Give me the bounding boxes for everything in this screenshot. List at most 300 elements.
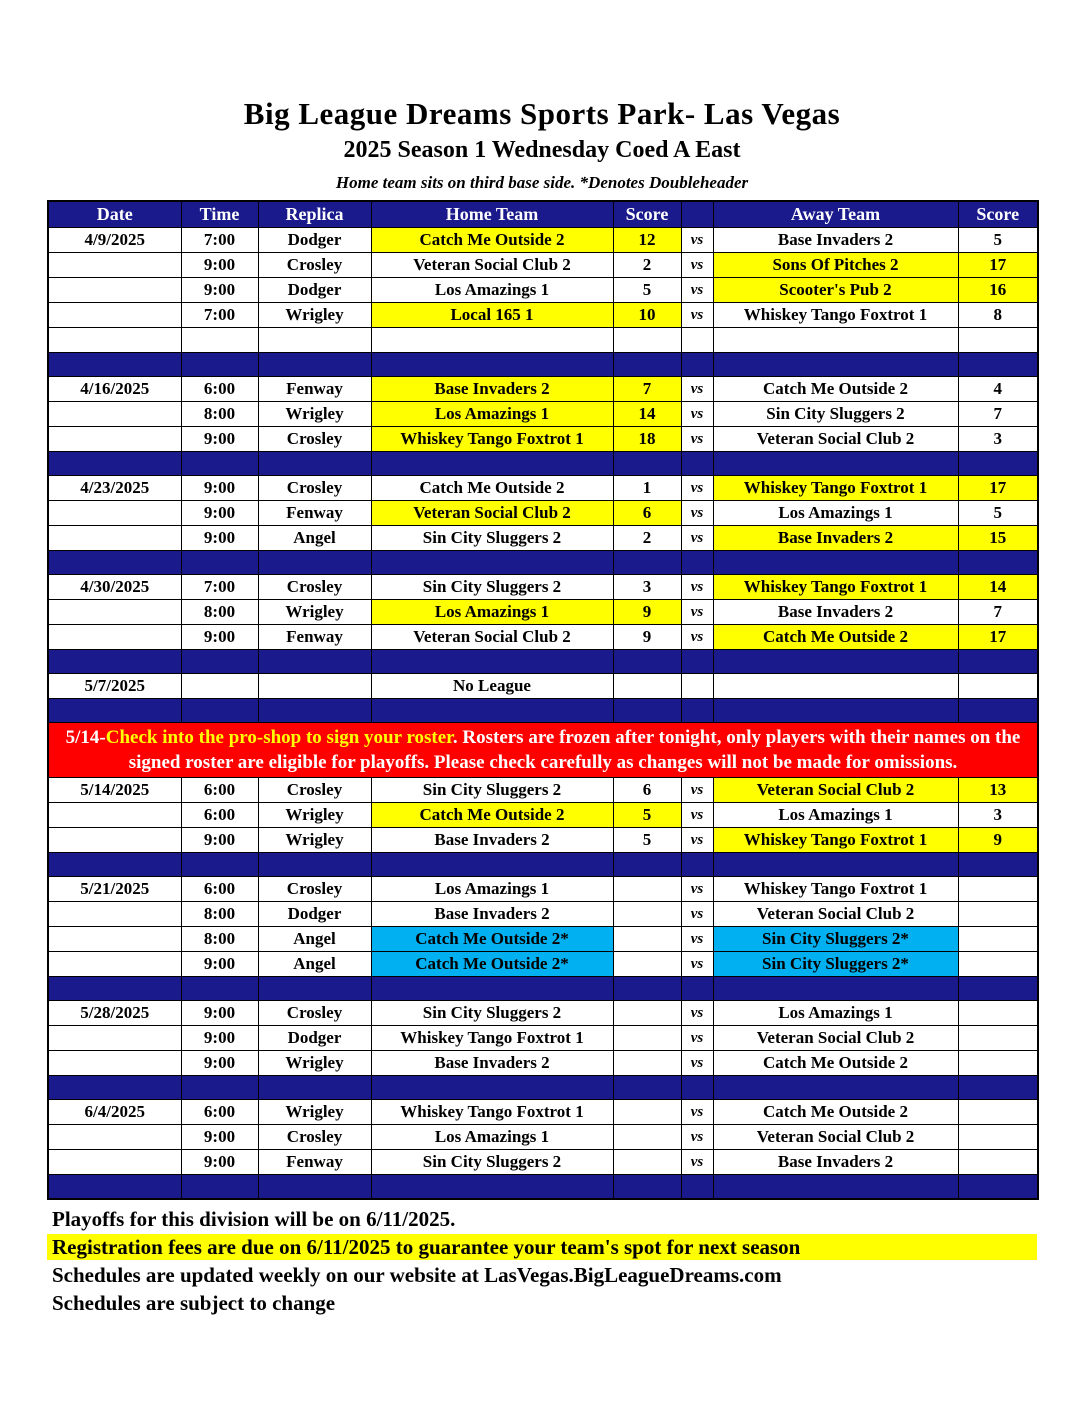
away-team-cell: Base Invaders 2: [713, 1150, 958, 1175]
vs-label: vs: [681, 303, 713, 328]
separator-row: [48, 353, 1038, 377]
date-cell: [48, 625, 181, 650]
separator-cell: [258, 1076, 371, 1100]
home-team-cell: Catch Me Outside 2: [371, 228, 613, 253]
replica-cell: Dodger: [258, 228, 371, 253]
separator-cell: [371, 977, 613, 1001]
replica-cell: Wrigley: [258, 803, 371, 828]
date-cell: [48, 952, 181, 977]
time-cell: 6:00: [181, 803, 258, 828]
replica-cell: [258, 328, 371, 353]
table-row: [48, 253, 1038, 278]
separator-cell: [681, 650, 713, 674]
table-row: [48, 877, 1038, 902]
vs-label: vs: [681, 253, 713, 278]
away-score-cell: [958, 1125, 1038, 1150]
home-team-cell: Local 165 1: [371, 303, 613, 328]
vs-label: [681, 328, 713, 353]
away-score-cell: [958, 1100, 1038, 1125]
home-team-cell: Catch Me Outside 2*: [371, 927, 613, 952]
separator-row: [48, 699, 1038, 723]
vs-label: vs: [681, 625, 713, 650]
roster-notice-row: [48, 723, 1038, 778]
away-score-cell: 17: [958, 253, 1038, 278]
time-cell: 9:00: [181, 625, 258, 650]
separator-cell: [48, 452, 181, 476]
date-cell: [48, 600, 181, 625]
replica-cell: Angel: [258, 526, 371, 551]
separator-cell: [613, 551, 681, 575]
time-cell: 8:00: [181, 902, 258, 927]
replica-cell: Wrigley: [258, 1051, 371, 1076]
replica-cell: Fenway: [258, 625, 371, 650]
table-row: [48, 674, 1038, 699]
home-team-cell: Sin City Sluggers 2: [371, 575, 613, 600]
schedule-table: [47, 200, 1039, 1200]
separator-cell: [613, 650, 681, 674]
vs-label: vs: [681, 278, 713, 303]
separator-cell: [258, 353, 371, 377]
separator-cell: [371, 551, 613, 575]
home-score-cell: [613, 952, 681, 977]
date-cell: [48, 1026, 181, 1051]
vs-label: vs: [681, 1001, 713, 1026]
separator-row: [48, 853, 1038, 877]
home-team-cell: Los Amazings 1: [371, 1125, 613, 1150]
separator-row: [48, 977, 1038, 1001]
home-score-cell: [613, 902, 681, 927]
away-score-cell: [958, 1026, 1038, 1051]
table-row: [48, 402, 1038, 427]
away-score-cell: [958, 1001, 1038, 1026]
separator-cell: [713, 977, 958, 1001]
away-score-cell: 16: [958, 278, 1038, 303]
date-cell: [48, 828, 181, 853]
away-score-cell: [958, 1150, 1038, 1175]
home-score-cell: 14: [613, 402, 681, 427]
separator-cell: [258, 1175, 371, 1200]
separator-cell: [181, 353, 258, 377]
replica-cell: Dodger: [258, 902, 371, 927]
table-row: [48, 828, 1038, 853]
separator-cell: [258, 551, 371, 575]
date-cell: [48, 253, 181, 278]
vs-label: vs: [681, 402, 713, 427]
vs-label: vs: [681, 778, 713, 803]
away-team-cell: Scooter's Pub 2: [713, 278, 958, 303]
separator-cell: [371, 699, 613, 723]
table-row: [48, 278, 1038, 303]
replica-cell: Angel: [258, 952, 371, 977]
separator-cell: [958, 452, 1038, 476]
time-cell: 9:00: [181, 253, 258, 278]
home-team-cell: Sin City Sluggers 2: [371, 1150, 613, 1175]
separator-cell: [713, 551, 958, 575]
separator-cell: [681, 353, 713, 377]
schedule-header: [48, 201, 1038, 228]
away-team-cell: Veteran Social Club 2: [713, 1125, 958, 1150]
home-team-cell: Base Invaders 2: [371, 828, 613, 853]
separator-cell: [371, 1076, 613, 1100]
home-team-cell: Whiskey Tango Foxtrot 1: [371, 427, 613, 452]
separator-cell: [48, 551, 181, 575]
separator-row: [48, 1175, 1038, 1200]
time-cell: 8:00: [181, 927, 258, 952]
separator-cell: [181, 452, 258, 476]
separator-cell: [48, 977, 181, 1001]
vs-label: vs: [681, 575, 713, 600]
separator-cell: [713, 650, 958, 674]
table-row: [48, 1125, 1038, 1150]
away-team-cell: Catch Me Outside 2: [713, 1100, 958, 1125]
vs-label: vs: [681, 803, 713, 828]
home-team-cell: Catch Me Outside 2*: [371, 952, 613, 977]
away-team-cell: [713, 328, 958, 353]
away-team-cell: Los Amazings 1: [713, 803, 958, 828]
date-cell: [48, 427, 181, 452]
away-team-cell: Veteran Social Club 2: [713, 1026, 958, 1051]
table-row: [48, 526, 1038, 551]
away-team-cell: Veteran Social Club 2: [713, 778, 958, 803]
home-team-cell: Veteran Social Club 2: [371, 501, 613, 526]
separator-cell: [48, 699, 181, 723]
vs-label: vs: [681, 526, 713, 551]
separator-cell: [48, 1175, 181, 1200]
separator-cell: [613, 853, 681, 877]
column-header: Home Team: [371, 201, 613, 228]
page-container: [47, 0, 1037, 1316]
time-cell: 9:00: [181, 278, 258, 303]
separator-cell: [713, 1076, 958, 1100]
header-row: [48, 201, 1038, 228]
away-score-cell: 3: [958, 427, 1038, 452]
table-row: [48, 377, 1038, 402]
away-team-cell: Veteran Social Club 2: [713, 902, 958, 927]
home-score-cell: 18: [613, 427, 681, 452]
separator-cell: [681, 1175, 713, 1200]
away-score-cell: 7: [958, 402, 1038, 427]
separator-cell: [371, 1175, 613, 1200]
home-score-cell: [613, 877, 681, 902]
replica-cell: Crosley: [258, 253, 371, 278]
replica-cell: Dodger: [258, 1026, 371, 1051]
home-team-cell: Sin City Sluggers 2: [371, 1001, 613, 1026]
away-score-cell: [958, 877, 1038, 902]
separator-cell: [181, 977, 258, 1001]
home-score-cell: [613, 1150, 681, 1175]
separator-cell: [371, 650, 613, 674]
vs-label: vs: [681, 1051, 713, 1076]
column-header: Away Team: [713, 201, 958, 228]
home-team-cell: Veteran Social Club 2: [371, 625, 613, 650]
date-cell: [48, 501, 181, 526]
replica-cell: Crosley: [258, 778, 371, 803]
home-team-cell: Los Amazings 1: [371, 877, 613, 902]
separator-cell: [48, 1076, 181, 1100]
table-row: [48, 1001, 1038, 1026]
page-subtitle: 2025 Season 1 Wednesday Coed A East: [343, 137, 741, 163]
date-cell: 5/28/2025: [48, 1001, 181, 1026]
away-score-cell: 5: [958, 501, 1038, 526]
home-team-cell: Base Invaders 2: [371, 902, 613, 927]
home-score-cell: 5: [613, 278, 681, 303]
time-cell: 6:00: [181, 877, 258, 902]
separator-cell: [958, 853, 1038, 877]
away-team-cell: Veteran Social Club 2: [713, 427, 958, 452]
separator-cell: [181, 699, 258, 723]
column-header: Time: [181, 201, 258, 228]
away-score-cell: 4: [958, 377, 1038, 402]
home-team-cell: Base Invaders 2: [371, 377, 613, 402]
separator-cell: [258, 452, 371, 476]
date-cell: [48, 902, 181, 927]
table-row: [48, 778, 1038, 803]
replica-cell: Crosley: [258, 427, 371, 452]
separator-cell: [958, 1076, 1038, 1100]
table-row: [48, 927, 1038, 952]
separator-cell: [613, 977, 681, 1001]
separator-cell: [48, 650, 181, 674]
vs-label: vs: [681, 1026, 713, 1051]
time-cell: 9:00: [181, 1051, 258, 1076]
vs-label: vs: [681, 1150, 713, 1175]
time-cell: 9:00: [181, 526, 258, 551]
away-team-cell: Los Amazings 1: [713, 1001, 958, 1026]
subject-to-change-note: Schedules are subject to change: [52, 1291, 336, 1315]
date-cell: [48, 402, 181, 427]
notice-text: . Rosters are frozen after tonight, only players with their names on the signed roster are eligible for playoffs. Please check carefully as changes will not be made for omissions.: [128, 726, 1021, 773]
separator-cell: [681, 699, 713, 723]
table-row: [48, 303, 1038, 328]
vs-label: vs: [681, 501, 713, 526]
separator-row: [48, 650, 1038, 674]
table-row: [48, 427, 1038, 452]
date-cell: 4/9/2025: [48, 228, 181, 253]
separator-cell: [258, 853, 371, 877]
time-cell: 8:00: [181, 402, 258, 427]
away-score-cell: 8: [958, 303, 1038, 328]
home-score-cell: 9: [613, 625, 681, 650]
separator-cell: [181, 1175, 258, 1200]
separator-cell: [958, 977, 1038, 1001]
home-score-cell: 9: [613, 600, 681, 625]
away-team-cell: Base Invaders 2: [713, 228, 958, 253]
home-score-cell: [613, 1125, 681, 1150]
home-score-cell: [613, 328, 681, 353]
separator-cell: [181, 1076, 258, 1100]
separator-cell: [681, 977, 713, 1001]
time-cell: 6:00: [181, 778, 258, 803]
time-cell: 9:00: [181, 952, 258, 977]
date-cell: [48, 526, 181, 551]
away-score-cell: 15: [958, 526, 1038, 551]
time-cell: 7:00: [181, 575, 258, 600]
playoffs-note: Playoffs for this division will be on 6/11/2025.: [52, 1207, 456, 1231]
away-score-cell: 3: [958, 803, 1038, 828]
date-cell: 6/4/2025: [48, 1100, 181, 1125]
table-row: [48, 575, 1038, 600]
replica-cell: Crosley: [258, 476, 371, 501]
separator-cell: [681, 853, 713, 877]
away-team-cell: Sin City Sluggers 2*: [713, 952, 958, 977]
home-team-note: Home team sits on third base side. *Denotes Doubleheader: [335, 173, 749, 192]
notice-text: Check into the pro-shop to sign your roster: [105, 726, 453, 748]
away-team-cell: Los Amazings 1: [713, 501, 958, 526]
table-row: [48, 625, 1038, 650]
home-team-cell: Base Invaders 2: [371, 1051, 613, 1076]
away-score-cell: [958, 674, 1038, 699]
home-score-cell: 5: [613, 828, 681, 853]
home-score-cell: 3: [613, 575, 681, 600]
table-row: [48, 1051, 1038, 1076]
separator-cell: [613, 452, 681, 476]
table-row: [48, 600, 1038, 625]
table-row: [48, 952, 1038, 977]
separator-cell: [713, 353, 958, 377]
replica-cell: Crosley: [258, 575, 371, 600]
time-cell: 6:00: [181, 1100, 258, 1125]
away-team-cell: Whiskey Tango Foxtrot 1: [713, 828, 958, 853]
vs-label: vs: [681, 877, 713, 902]
away-team-cell: Whiskey Tango Foxtrot 1: [713, 476, 958, 501]
away-score-cell: [958, 952, 1038, 977]
replica-cell: Dodger: [258, 278, 371, 303]
vs-label: vs: [681, 1125, 713, 1150]
away-score-cell: 7: [958, 600, 1038, 625]
separator-cell: [258, 699, 371, 723]
separator-cell: [181, 551, 258, 575]
date-cell: 4/16/2025: [48, 377, 181, 402]
separator-cell: [958, 1175, 1038, 1200]
away-team-cell: Base Invaders 2: [713, 526, 958, 551]
replica-cell: Fenway: [258, 1150, 371, 1175]
replica-cell: Wrigley: [258, 1100, 371, 1125]
time-cell: 9:00: [181, 427, 258, 452]
separator-cell: [613, 1076, 681, 1100]
vs-label: vs: [681, 952, 713, 977]
separator-cell: [48, 353, 181, 377]
home-score-cell: 6: [613, 778, 681, 803]
schedule-body: [48, 228, 1038, 1200]
date-cell: [48, 803, 181, 828]
separator-cell: [713, 1175, 958, 1200]
away-team-cell: [713, 674, 958, 699]
away-team-cell: Sons Of Pitches 2: [713, 253, 958, 278]
separator-row: [48, 551, 1038, 575]
vs-label: vs: [681, 476, 713, 501]
table-row: [48, 228, 1038, 253]
table-row: [48, 501, 1038, 526]
column-header: Date: [48, 201, 181, 228]
website-note: Schedules are updated weekly on our website at LasVegas.BigLeagueDreams.com: [52, 1263, 782, 1287]
away-team-cell: Base Invaders 2: [713, 600, 958, 625]
replica-cell: [258, 674, 371, 699]
away-team-cell: Whiskey Tango Foxtrot 1: [713, 575, 958, 600]
vs-label: vs: [681, 927, 713, 952]
separator-row: [48, 1076, 1038, 1100]
column-header: [681, 201, 713, 228]
time-cell: 9:00: [181, 1026, 258, 1051]
column-header: Score: [958, 201, 1038, 228]
away-score-cell: [958, 927, 1038, 952]
table-row: [48, 1150, 1038, 1175]
roster-notice: [48, 723, 1038, 778]
home-team-cell: Catch Me Outside 2: [371, 476, 613, 501]
separator-cell: [48, 853, 181, 877]
table-row: [48, 476, 1038, 501]
away-score-cell: 17: [958, 476, 1038, 501]
away-team-cell: Whiskey Tango Foxtrot 1: [713, 303, 958, 328]
time-cell: 9:00: [181, 1150, 258, 1175]
home-score-cell: 6: [613, 501, 681, 526]
home-team-cell: Whiskey Tango Foxtrot 1: [371, 1026, 613, 1051]
time-cell: [181, 674, 258, 699]
separator-cell: [613, 1175, 681, 1200]
time-cell: 7:00: [181, 228, 258, 253]
separator-cell: [958, 650, 1038, 674]
table-row: [48, 803, 1038, 828]
separator-cell: [181, 650, 258, 674]
vs-label: vs: [681, 228, 713, 253]
date-cell: 5/14/2025: [48, 778, 181, 803]
separator-cell: [958, 551, 1038, 575]
home-team-cell: Veteran Social Club 2: [371, 253, 613, 278]
separator-cell: [371, 452, 613, 476]
away-score-cell: 13: [958, 778, 1038, 803]
away-team-cell: Sin City Sluggers 2*: [713, 927, 958, 952]
home-score-cell: 1: [613, 476, 681, 501]
home-score-cell: 2: [613, 526, 681, 551]
away-team-cell: Catch Me Outside 2: [713, 377, 958, 402]
date-cell: [48, 1051, 181, 1076]
date-cell: [48, 1125, 181, 1150]
away-team-cell: Sin City Sluggers 2: [713, 402, 958, 427]
replica-cell: Angel: [258, 927, 371, 952]
time-cell: 9:00: [181, 501, 258, 526]
away-score-cell: [958, 902, 1038, 927]
home-team-cell: No League: [371, 674, 613, 699]
separator-cell: [681, 1076, 713, 1100]
home-team-cell: Los Amazings 1: [371, 402, 613, 427]
replica-cell: Wrigley: [258, 828, 371, 853]
home-team-cell: Los Amazings 1: [371, 600, 613, 625]
replica-cell: Wrigley: [258, 600, 371, 625]
replica-cell: Crosley: [258, 1125, 371, 1150]
column-header: Score: [613, 201, 681, 228]
time-cell: 6:00: [181, 377, 258, 402]
time-cell: 8:00: [181, 600, 258, 625]
replica-cell: Crosley: [258, 1001, 371, 1026]
home-score-cell: 5: [613, 803, 681, 828]
separator-cell: [681, 452, 713, 476]
vs-label: [681, 674, 713, 699]
home-team-cell: Los Amazings 1: [371, 278, 613, 303]
away-score-cell: [958, 328, 1038, 353]
home-score-cell: [613, 1026, 681, 1051]
home-team-cell: Sin City Sluggers 2: [371, 526, 613, 551]
replica-cell: Crosley: [258, 877, 371, 902]
home-score-cell: 7: [613, 377, 681, 402]
column-header: Replica: [258, 201, 371, 228]
away-team-cell: Catch Me Outside 2: [713, 625, 958, 650]
empty-row: [48, 328, 1038, 353]
away-team-cell: Whiskey Tango Foxtrot 1: [713, 877, 958, 902]
table-row: [48, 1100, 1038, 1125]
home-score-cell: [613, 1001, 681, 1026]
separator-cell: [613, 353, 681, 377]
replica-cell: Wrigley: [258, 402, 371, 427]
separator-row: [48, 452, 1038, 476]
